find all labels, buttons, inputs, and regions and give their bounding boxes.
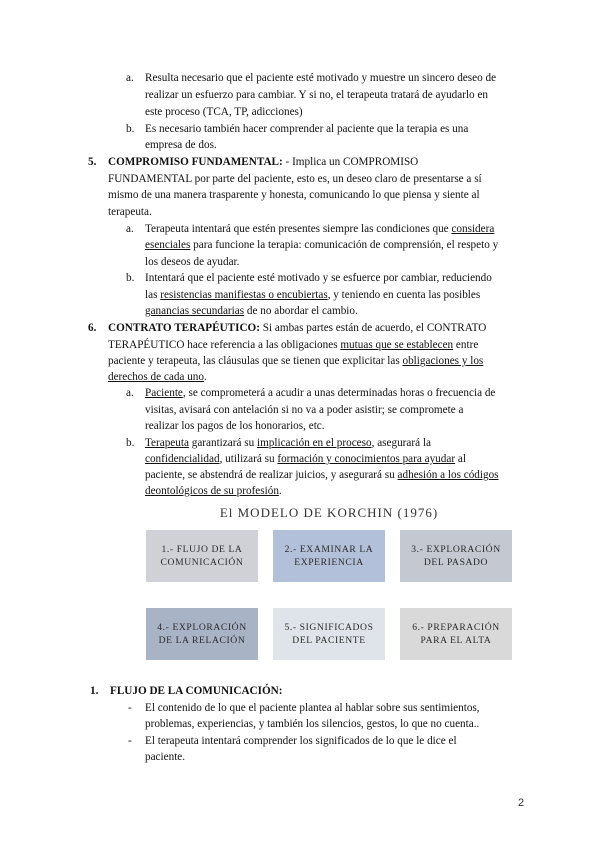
- text-line: [145, 237, 498, 253]
- list-marker: b.: [126, 123, 135, 135]
- box-line: 5.- SIGNIFICADOS: [284, 622, 374, 633]
- text-span: para funcione la terapia: comunicación de comprensión, el respeto y: [190, 239, 499, 251]
- section-number: 5.: [88, 156, 97, 168]
- text-line: [145, 385, 495, 401]
- text-span: - Implica un COMPROMISO: [282, 156, 419, 168]
- text-line: [108, 369, 207, 385]
- text-line: [108, 154, 418, 170]
- bullet-dash: -: [128, 702, 132, 714]
- model-box-5: [273, 608, 385, 660]
- text-line: [108, 337, 478, 353]
- figure-title: El MODELO DE KORCHIN (1976): [219, 505, 439, 520]
- text-line: [145, 221, 494, 237]
- text-span: , se comprometerá a acudir a unas determinadas horas o frecuencia de: [182, 387, 496, 399]
- text-line: realizar los pagos de los honorarios, etc.: [145, 420, 325, 432]
- text-line: realizar un esfuerzo para cambiar. Y si no, el terapeuta tratará de ayudarlo en: [145, 89, 489, 101]
- bullet-dash: -: [128, 735, 132, 747]
- text-span: Terapeuta intentará que estén presentes siempre las condiciones que: [145, 223, 452, 235]
- model-box-label: [161, 543, 244, 569]
- text-span: , y teniendo en cuenta las posibles: [327, 289, 481, 301]
- box-line: 4.- EXPLORACIÓN: [157, 622, 247, 633]
- model-box-label: [411, 543, 500, 569]
- underlined-text: formación y conocimientos para ayudar: [277, 453, 456, 465]
- underlined-text: implicación en el proceso: [256, 437, 372, 449]
- text-line: problemas, experiencias, y también los silencios, gestos, lo que no cuenta..: [145, 718, 480, 730]
- text-span: Si ambas partes están de acuerdo, el CONTRATO: [260, 322, 487, 334]
- underlined-text: derechos de cada uno: [108, 371, 204, 383]
- underlined-text: confidencialidad: [145, 453, 220, 465]
- text-line: Es necesario también hacer comprender al paciente que la terapia es una: [145, 123, 469, 135]
- underlined-text: ganancias secundarias: [145, 305, 245, 317]
- underlined-text: resistencias manifiestas o encubiertas: [160, 289, 328, 301]
- text-span: entre: [453, 339, 479, 351]
- text-span: al: [455, 453, 466, 465]
- text-line: FUNDAMENTAL por parte del paciente, esto es, un deseo claro de presentarse a sí: [108, 173, 482, 185]
- text-line: [145, 451, 466, 467]
- underlined-text: Paciente: [145, 387, 183, 399]
- underlined-text: deontológicos de su profesión: [145, 485, 279, 497]
- text-line: paciente.: [145, 751, 186, 763]
- text-line: [108, 353, 483, 369]
- list-marker: a.: [126, 72, 134, 84]
- text-line: [145, 483, 282, 499]
- model-box-1: [146, 530, 258, 582]
- text-span: paciente, se abstendrá de realizar juicios, y asegurará su: [145, 469, 398, 481]
- text-line: [145, 303, 358, 319]
- section-title: COMPROMISO FUNDAMENTAL:: [108, 156, 283, 168]
- text-span: TERAPÉUTICO hace referencia a las obligaciones: [108, 339, 341, 351]
- model-box-6: [400, 608, 512, 660]
- text-span: .: [278, 485, 282, 497]
- model-box-2: [273, 530, 385, 582]
- text-span: paciente y terapeuta, las cláusulas que se tienen que explicitar las: [108, 355, 403, 367]
- text-line: terapeuta.: [108, 206, 152, 218]
- text-span: , utilizará su: [219, 453, 278, 465]
- box-line: 3.- EXPLORACIÓN: [411, 544, 501, 555]
- model-box-label: [412, 621, 500, 647]
- text-line: El terapeuta intentará comprender los significados de lo que le dice el: [145, 735, 457, 747]
- box-line: COMUNICACIÓN: [160, 557, 244, 568]
- text-line: El contenido de lo que el paciente plantea al hablar sobre sus sentimientos,: [145, 702, 480, 714]
- box-line: DEL PACIENTE: [292, 635, 366, 646]
- text-span: garantizará su: [188, 437, 257, 449]
- underlined-text: obligaciones y los: [402, 355, 484, 367]
- text-line: [145, 467, 499, 483]
- text-line: Resulta necesario que el paciente esté motivado y muestre un sincero deseo de: [145, 72, 497, 84]
- page-number: 2: [518, 797, 525, 809]
- text-line: este proceso (TCA, TP, adicciones): [145, 106, 303, 118]
- box-line: DE LA RELACIÓN: [158, 635, 246, 646]
- model-box-4: [146, 608, 258, 660]
- model-box-3: [400, 530, 512, 582]
- text-span: las: [145, 289, 161, 301]
- model-box-label: [284, 621, 373, 647]
- text-line: visitas, avisará con antelación si no va a poder asistir; se compromete a: [145, 404, 464, 416]
- box-line: DEL PASADO: [423, 557, 489, 568]
- list-marker: b.: [126, 272, 135, 284]
- box-line: 1.- FLUJO DE LA: [161, 544, 243, 555]
- box-line: 6.- PREPARACIÓN: [412, 622, 500, 633]
- list-marker: a.: [126, 387, 134, 399]
- underlined-text: Terapeuta: [145, 437, 189, 449]
- section-number: 1.: [90, 685, 99, 697]
- text-line: Intentará que el paciente esté motivado y se esfuerce por cambiar, reduciendo: [145, 272, 492, 284]
- list-marker: a.: [126, 223, 134, 235]
- underlined-text: adhesión a los códigos: [397, 469, 499, 481]
- text-line: [108, 320, 486, 336]
- underlined-text: esenciales: [145, 239, 191, 251]
- text-line: [145, 287, 480, 303]
- text-line: los deseos de ayudar.: [145, 256, 240, 268]
- underlined-text: mutuas que se establecen: [340, 339, 454, 351]
- model-box-label: [285, 543, 374, 569]
- text-line: mismo de una manera trasparente y honesta, comunicando lo que piensa y siente al: [108, 189, 480, 201]
- text-span: , asegurará la: [371, 437, 431, 449]
- box-line: PARA EL ALTA: [420, 635, 492, 646]
- text-line: [145, 435, 431, 451]
- text-span: de no abordar el cambio.: [244, 305, 358, 317]
- section-title: FLUJO DE LA COMUNICACIÓN:: [110, 685, 283, 697]
- text-span: .: [203, 371, 207, 383]
- text-line: empresa de dos.: [145, 139, 217, 151]
- underlined-text: considera: [451, 223, 495, 235]
- model-box-label: [157, 621, 246, 647]
- box-line: 2.- EXAMINAR LA: [284, 544, 374, 555]
- section-number: 6.: [88, 322, 97, 334]
- section-title: CONTRATO TERAPÉUTICO:: [108, 322, 260, 334]
- box-line: EXPERIENCIA: [294, 557, 364, 568]
- list-marker: b.: [126, 437, 135, 449]
